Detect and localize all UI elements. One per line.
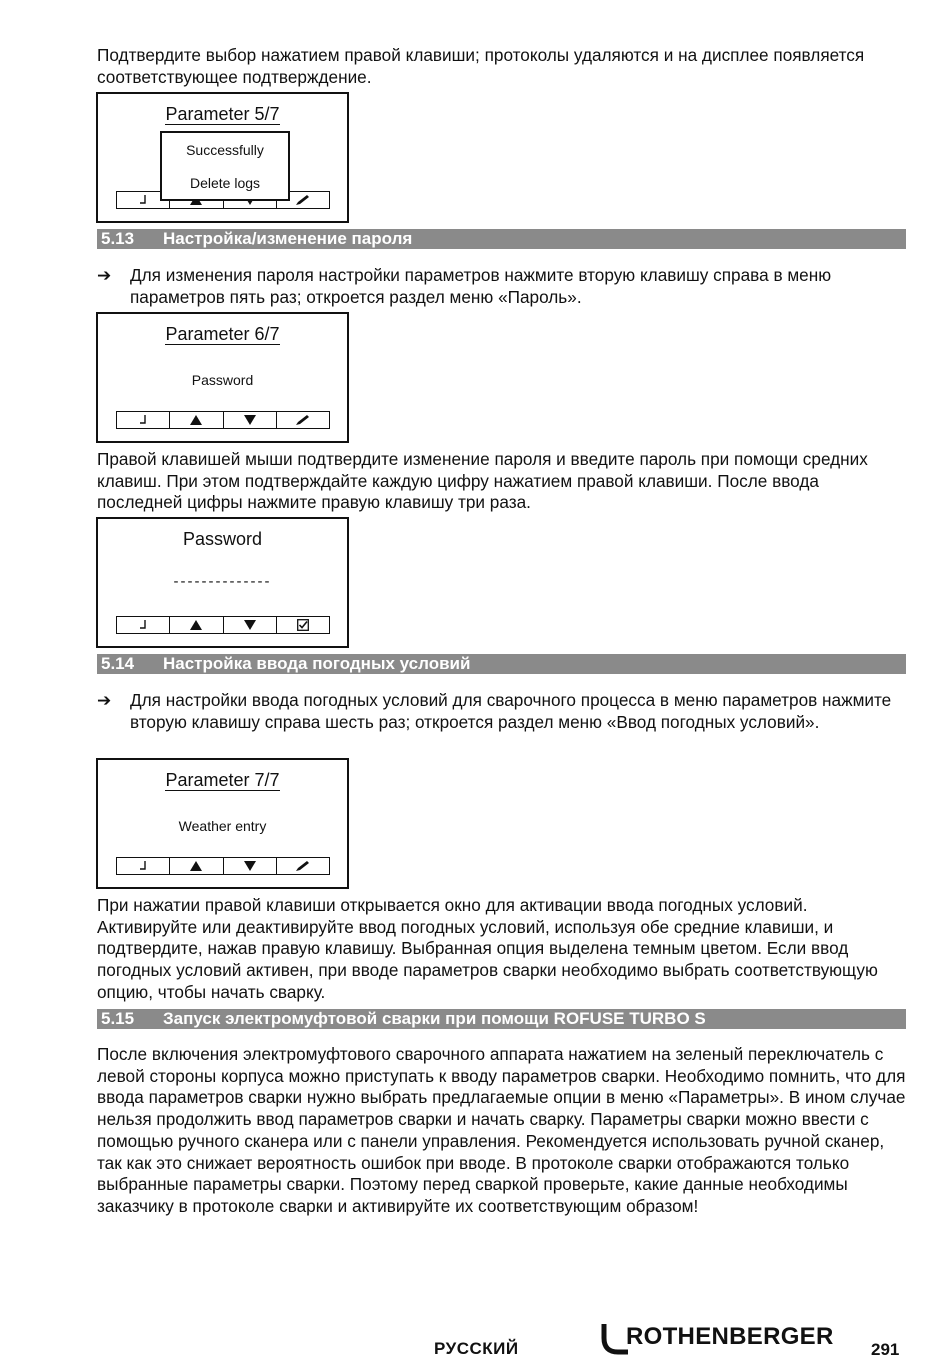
enter-icon xyxy=(117,858,170,874)
display-screen-parameter-6 xyxy=(96,312,349,443)
display-screen-parameter-5 xyxy=(96,92,349,223)
softkey-bar xyxy=(116,411,330,429)
section-title: Настройка ввода погодных условий xyxy=(163,654,471,673)
down-triangle-icon xyxy=(224,858,277,874)
screen-title: Password xyxy=(182,529,263,549)
down-triangle-icon xyxy=(224,617,277,633)
up-triangle-icon xyxy=(170,858,223,874)
section-number: 5.13 xyxy=(101,229,135,248)
section-title: Запуск электромуфтовой сварки при помощи ROFUSE TURBO S xyxy=(163,1009,706,1028)
logo-wordmark: ROTHENBERGER xyxy=(626,1323,834,1350)
softkey-bar xyxy=(116,857,330,875)
pencil-icon xyxy=(277,412,329,428)
weather-paragraph: При нажатии правой клавиши открывается окно для активации ввода погодных условий. Активируйте или деактивируйте ввод погодных условий, используя обе средние клавиши, и подтвердите, нажав правую клавишу. Выбранная опция выделена темным цветом. Если ввод погодных условий активен, при вводе параметров сварки необходимо выбрать соответствующую опцию, чтобы начать сварку. xyxy=(97,895,878,1002)
section-heading-5-14 xyxy=(97,654,906,674)
confirmation-popup xyxy=(160,131,290,201)
screen-value: Weather entry xyxy=(178,818,267,834)
page-number: 291 xyxy=(871,1340,900,1359)
footer-language: РУССКИЙ xyxy=(434,1339,519,1358)
display-screen-password xyxy=(96,517,349,648)
enter-icon xyxy=(117,617,170,633)
screen-title: Parameter 5/7 xyxy=(165,104,280,124)
section-5-15-paragraph: После включения электромуфтового сварочного аппарата нажатием на зеленый переключатель с левой стороны корпуса можно приступать к вводу параметров сварки. Необходимо помнить, что для ввода параметров сварки нужно выбрать предлагаемые опции в меню «Параметры». В ином случае нельзя продолжить ввод параметров сварки и начать сварку. Параметры сварки можно ввести с помощью ручного сканера или с панели управления. Рекомендуется использовать ручной сканер, так как это снижает вероятность ошибок при вводе. В протоколе сварки отображаются только выбранные параметры сварки. Поэтому перед сваркой проверьте, какие данные необходимы заказчику в протоколе сварки и активируйте их соответствующим образом! xyxy=(97,1044,906,1216)
up-triangle-icon xyxy=(170,412,223,428)
section-number: 5.15 xyxy=(101,1009,135,1028)
display-screen-parameter-7 xyxy=(96,758,349,889)
popup-line-2: Delete logs xyxy=(189,175,261,191)
screen-title: Parameter 7/7 xyxy=(165,770,280,790)
bullet-text: Для настройки ввода погодных условий для сварочного процесса в меню параметров нажмите вторую клавишу справа шесть раз; откроется раздел меню «Ввод погодных условий». xyxy=(130,690,892,732)
checkbox-icon xyxy=(277,617,329,633)
arrow-right-icon: ➔ xyxy=(97,691,112,710)
section-heading-5-13 xyxy=(97,229,906,249)
intro-paragraph: Подтвердите выбор нажатием правой клавиши; протоколы удаляются и на дисплее появляется соответствующее подтверждение. xyxy=(97,45,865,87)
softkey-bar xyxy=(116,616,330,634)
up-triangle-icon xyxy=(170,617,223,633)
popup-line-1: Successfully xyxy=(186,142,264,158)
section-number: 5.14 xyxy=(101,654,135,673)
section-heading-5-15 xyxy=(97,1009,906,1029)
section-title: Настройка/изменение пароля xyxy=(163,229,413,248)
pencil-icon xyxy=(277,858,329,874)
password-paragraph: Правой клавишей мыши подтвердите изменение пароля и введите пароль при помощи средних клавиш. При этом подтверждайте каждую цифру нажатием правой клавиши. После ввода последней цифры нажмите правую клавишу три раза. xyxy=(97,449,868,513)
bullet-text: Для изменения пароля настройки параметров нажмите вторую клавишу справа в меню параметров пять раз; откроется раздел меню «Пароль». xyxy=(130,265,832,307)
down-triangle-icon xyxy=(224,412,277,428)
password-placeholder: -------------- xyxy=(173,573,272,590)
rothenberger-logo xyxy=(600,1322,850,1358)
screen-value: Password xyxy=(191,372,254,388)
screen-title: Parameter 6/7 xyxy=(165,324,280,344)
enter-icon xyxy=(117,412,170,428)
arrow-right-icon: ➔ xyxy=(97,266,112,285)
